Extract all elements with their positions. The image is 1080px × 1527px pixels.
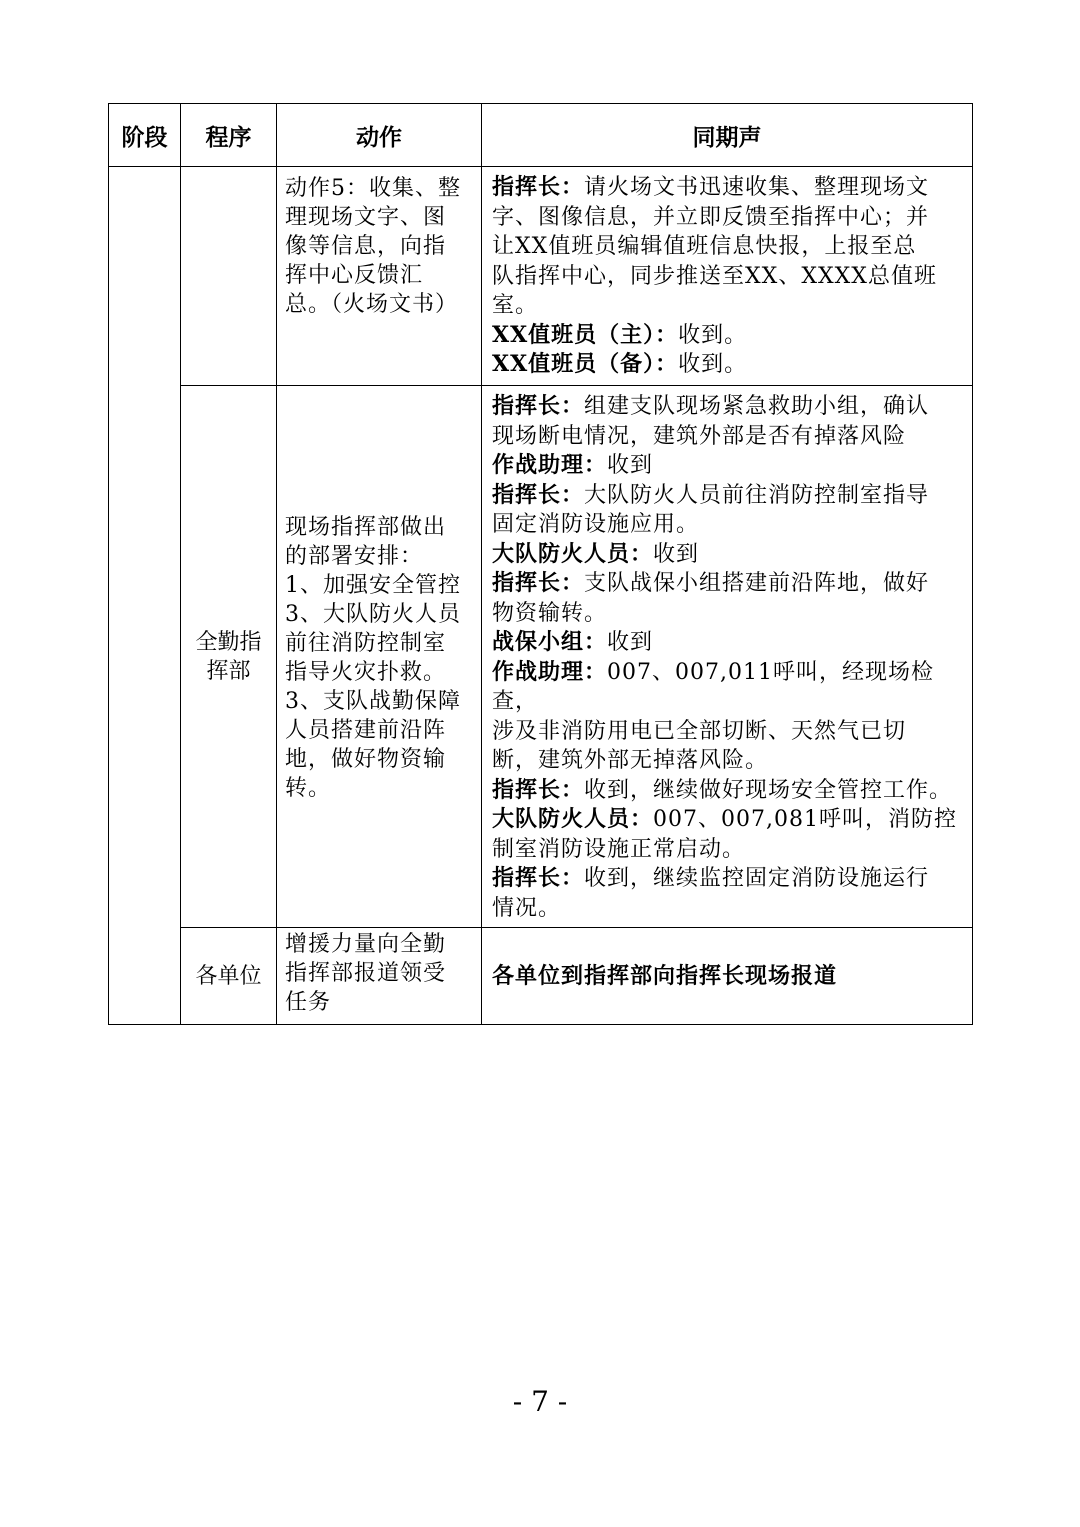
- dialogue-line: [492, 350, 966, 380]
- dialogue-line: [492, 805, 966, 835]
- dialogue-line: [492, 321, 966, 351]
- dialogue-line: [492, 746, 966, 776]
- dialogue-line: [492, 481, 966, 511]
- table-row: [109, 167, 973, 386]
- dialogue-text: 组建支队现场紧急救助小组，确认: [584, 394, 930, 419]
- dialogue-text: 收到。: [678, 352, 748, 377]
- dialogue-line: [492, 203, 966, 233]
- dialogue-line: [492, 569, 966, 599]
- dialogue-text: 收到，继续监控固定消防设施运行: [584, 866, 930, 891]
- speaker-label: 指挥长：: [492, 174, 585, 200]
- dialogue-line: [492, 628, 966, 658]
- action-line: 总。（火场文书）: [285, 292, 459, 317]
- dialogue-text: 大队防火人员前往消防控制室指导: [584, 482, 930, 508]
- speaker-label: XX值班员（主）：: [492, 321, 679, 348]
- dialogue-text: 让XX值班员编辑值班信息快报，上报至总: [492, 234, 917, 259]
- speaker-label: 大队防火人员：: [492, 540, 654, 567]
- speaker-label: 大队防火人员：: [492, 806, 654, 832]
- action-line: 转。: [285, 776, 332, 801]
- action-line: 挥中心反馈汇: [285, 263, 424, 288]
- dialogue-line: [492, 717, 966, 747]
- action-line: 任务: [285, 990, 332, 1015]
- dialogue-text: 收到，继续做好现场安全管控工作。: [584, 777, 953, 803]
- dialogue-text: 制室消防设施正常启动。: [492, 836, 746, 862]
- dialogue-line: [492, 540, 966, 570]
- dialogue-line: [492, 422, 966, 452]
- dialogue-text: 支队战保小组搭建前沿阵地，做好: [584, 571, 930, 596]
- action-line: 动作5：收集、整: [285, 176, 461, 201]
- speaker-label: 作战助理：: [492, 658, 608, 685]
- action-line: 指导火灾扑救。: [285, 660, 447, 685]
- dialogue-line: [492, 232, 966, 262]
- stage-cell: [109, 167, 181, 1025]
- speaker-label: 指挥长：: [492, 865, 585, 891]
- dialogue-text: 现场断电情况，建筑外部是否有掉落风险: [492, 423, 907, 449]
- action-cell: [277, 167, 482, 386]
- dialogue-text: 断，建筑外部无掉落风险。: [492, 748, 769, 773]
- header-action: 动作: [277, 104, 482, 167]
- dialogue-line: [492, 864, 966, 894]
- dialogue-text: 涉及非消防用电已全部切断、天然气已切: [492, 718, 907, 744]
- voice-cell: [482, 928, 973, 1025]
- action-line: 前往消防控制室: [285, 631, 447, 656]
- speaker-label: 指挥长：: [492, 776, 585, 803]
- action-line: 3、支队战勤保障: [285, 689, 461, 714]
- dialogue-line: [492, 894, 966, 924]
- table-row: [109, 928, 973, 1025]
- table-row: [109, 386, 973, 928]
- action-line: 理现场文字、图: [285, 205, 447, 230]
- speaker-label: 指挥长：: [492, 570, 585, 596]
- speaker-label: 指挥长：: [492, 393, 585, 419]
- procedure-cell: [181, 167, 277, 386]
- procedure-cell: 各单位: [181, 928, 277, 1025]
- page-number: - 7 -: [512, 1385, 568, 1418]
- action-cell: [277, 386, 482, 928]
- action-line: 的部署安排：: [285, 544, 424, 569]
- procedure-table: [108, 103, 973, 1025]
- action-line: 3、大队防火人员: [285, 602, 461, 627]
- speaker-label: 战保小组：: [492, 629, 608, 655]
- dialogue-text: 情况。: [492, 895, 562, 921]
- action-line: 人员搭建前沿阵: [285, 718, 447, 743]
- dialogue-line: [492, 262, 966, 321]
- dialogue-line: [492, 451, 966, 481]
- dialogue-line: [492, 173, 966, 203]
- action-line: 像等信息，向指: [285, 234, 447, 259]
- header-procedure: 程序: [181, 104, 277, 167]
- action-line: 1、加强安全管控: [285, 573, 461, 598]
- dialogue-text: 物资输转。: [492, 600, 608, 626]
- dialogue-text: 007、007,081呼叫，消防控: [653, 807, 957, 832]
- header-stage: 阶段: [109, 104, 181, 167]
- dialogue-line: [492, 835, 966, 865]
- dialogue-line: [492, 962, 966, 992]
- dialogue-line: [492, 392, 966, 422]
- dialogue-text: 各单位到指挥部向指挥长现场报道: [492, 963, 838, 990]
- dialogue-line: [492, 510, 966, 540]
- action-line: 现场指挥部做出: [285, 515, 447, 540]
- dialogue-text: 收到: [653, 541, 700, 567]
- dialogue-text: 收到。: [678, 322, 748, 348]
- dialogue-text: 请火场文书迅速收集、整理现场文: [584, 175, 930, 200]
- voice-cell: [482, 167, 973, 386]
- action-line: 地，做好物资输: [285, 747, 447, 772]
- dialogue-line: [492, 658, 966, 717]
- dialogue-text: 收到: [607, 630, 654, 655]
- header-voice: 同期声: [482, 104, 973, 167]
- procedure-cell: 全勤指挥部: [181, 386, 277, 928]
- action-line: 指挥部报道领受: [285, 961, 447, 986]
- speaker-label: 作战助理：: [492, 452, 608, 478]
- action-cell: [277, 928, 482, 1025]
- speaker-label: XX值班员（备）：: [492, 351, 679, 377]
- voice-cell: [482, 386, 973, 928]
- dialogue-text: 007、007,011呼叫，经现场检查，: [492, 659, 934, 714]
- dialogue-line: [492, 776, 966, 806]
- dialogue-text: 字、图像信息，并立即反馈至指挥中心；并: [492, 204, 930, 230]
- table-header-row: [109, 104, 973, 167]
- action-line: 增援力量向全勤: [285, 932, 447, 957]
- dialogue-text: 固定消防设施应用。: [492, 512, 700, 537]
- dialogue-text: 队指挥中心，同步推送至XX、XXXX总值班室。: [492, 263, 937, 318]
- dialogue-text: 收到: [607, 453, 654, 478]
- dialogue-line: [492, 599, 966, 629]
- speaker-label: 指挥长：: [492, 481, 585, 508]
